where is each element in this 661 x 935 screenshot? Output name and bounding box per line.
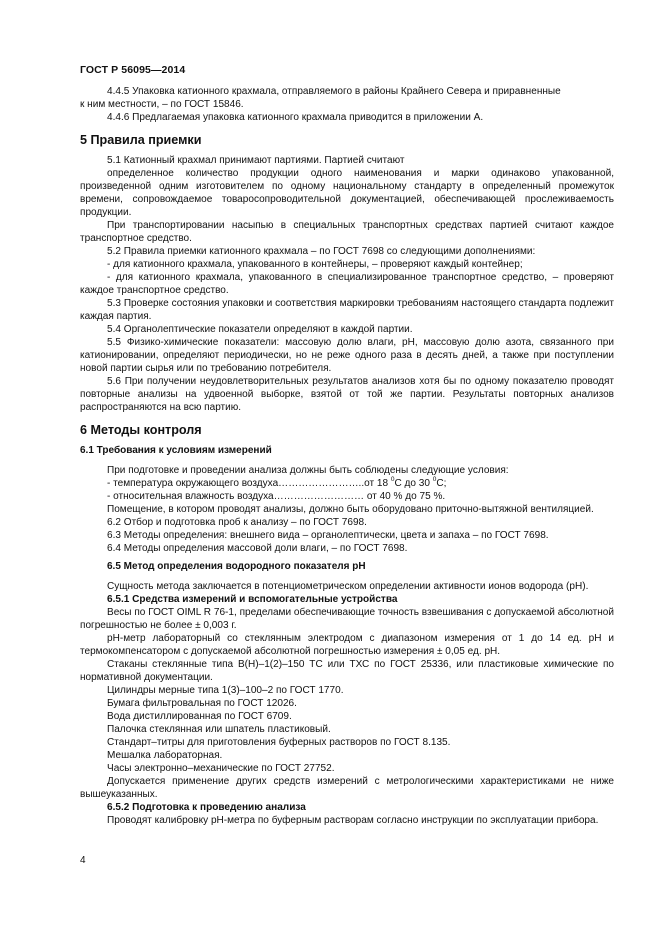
clause-5-1-definition: определенное количество продукции одного наименования и марки одинаково упакованной, произведенной одним изготовителем по одному национальному стандарту в определенный промежуток времени, сопровождаемое товаросопроводительной документацией, обеспечивающей прослеживаемость продукции. [80,168,614,218]
clause-6-1-conditions: При подготовке и проведении анализа должны быть соблюдены следующие условия: [107,465,509,476]
clause-6-1-temperature: - температура окружающего воздуха……………………..от 18 $^0$С до 30 $^0$С; [107,476,447,489]
clause-6-1-humidity: - относительная влажность воздуха……………………… от 40 % до 75 %. [107,491,446,502]
clause-6-5-2-heading: 6.5.2 Подготовка к проведению анализа [107,802,306,813]
clause-4-4-5-line2: к ним местности, – по ГОСТ 15846. [80,99,244,110]
clause-5-2: 5.2 Правила приемки катионного крахмала – по ГОСТ 7698 со следующими дополнениями: [107,246,536,257]
clause-5-2-vehicles: - для катионного крахмала, упакованного в специализированное транспортное средство, – проверяют каждое транспортное средство. [80,272,614,296]
clause-6-5-1-heading: 6.5.1 Средства измерений и вспомогательные устройства [107,594,398,605]
clause-5-4: 5.4 Органолептические показатели определяют в каждой партии. [107,324,413,335]
item-ph-meter: рН-метр лабораторный со стеклянным электродом с диапазоном измерения от 1 до 14 ед. рН и термокомпенсатором с допускаемой абсолютной погрешностью измерения ± 0,05 ед. рН. [80,633,614,657]
item-glass-rod: Палочка стеклянная или шпатель пластиковый. [107,724,331,735]
clause-4-4-5-line1: 4.4.5 Упаковка катионного крахмала, отправляемого в районы Крайнего Севера и приравненные [107,86,561,97]
item-clock: Часы электронно–механические по ГОСТ 27752. [107,763,335,774]
item-scales: Весы по ГОСТ OIML R 76-1, пределами обеспечивающие точность взвешивания с допускаемой абсолютной погрешностью не более ± 0,003 г. [80,607,614,631]
clause-5-1-intro: 5.1 Катионный крахмал принимают партиями. Партией считают [107,155,405,166]
clause-6-5-essence: Сущность метода заключается в потенциометрическом определении активности ионов водорода (рН). [107,581,589,592]
item-alternatives: Допускается применение других средств измерений с метрологическими характеристиками не ниже вышеуказанных. [80,776,614,800]
item-distilled-water: Вода дистиллированная по ГОСТ 6709. [107,711,292,722]
clause-6-5-heading: 6.5 Метод определения водородного показателя рН [107,561,366,572]
clause-6-5-2-calibration: Проводят калибровку рН-метра по буферным растворам согласно инструкции по эксплуатации прибора. [107,815,599,826]
section-5-heading: 5 Правила приемки [80,133,202,147]
page-number: 4 [80,855,86,866]
clause-5-1-bulk: При транспортировании насыпью в специальных транспортных средствах партией считают каждое транспортное средство. [80,220,614,244]
clause-6-3: 6.3 Методы определения: внешнего вида – органолептически, цвета и запаха – по ГОСТ 7698. [107,530,549,541]
clause-5-5: 5.5 Физико-химические показатели: массовую долю влаги, рН, массовую долю азота, связанного при катионировании, определяют периодически, но не реже одного раза в десять дней, а также при поступлении новой партии сырья или по требованию потребителя. [80,337,614,374]
clause-5-3: 5.3 Проверке состояния упаковки и соответствия маркировки требованиям настоящего стандарта подлежит каждая партия. [80,298,614,322]
clause-5-6: 5.6 При получении неудовлетворительных результатов анализов хотя бы по одному показателю проводят повторные анализы на удвоенной выборке, взятой от той же партии. Результаты повторных анализов распространяются на всю партию. [80,376,614,413]
clause-5-2-containers: - для катионного крахмала, упакованного в контейнеры, – проверяют каждый контейнер; [107,259,523,270]
clause-6-2: 6.2 Отбор и подготовка проб к анализу – по ГОСТ 7698. [107,517,367,528]
clause-6-1-heading: 6.1 Требования к условиям измерений [80,445,272,456]
item-filter-paper: Бумага фильтровальная по ГОСТ 12026. [107,698,297,709]
item-stirrer: Мешалка лабораторная. [107,750,223,761]
clause-4-4-6: 4.4.6 Предлагаемая упаковка катионного крахмала приводится в приложении А. [107,112,484,123]
clause-6-4: 6.4 Методы определения массовой доли влаги, – по ГОСТ 7698. [107,543,408,554]
document-body [80,85,614,827]
item-standard-titres: Стандарт–титры для приготовления буферных растворов по ГОСТ 8.135. [107,737,451,748]
item-cylinders: Цилиндры мерные типа 1(3)–100–2 по ГОСТ 1770. [107,685,344,696]
document-header: ГОСТ Р 56095—2014 [80,64,186,76]
section-6-heading: 6 Методы контроля [80,423,202,437]
clause-6-1-ventilation: Помещение, в котором проводят анализы, должно быть оборудовано приточно-вытяжной вентиляцией. [107,504,594,515]
item-beakers: Стаканы стеклянные типа В(Н)–1(2)–150 ТС или ТХС по ГОСТ 25336, или пластиковые химические по нормативной документации. [80,659,614,683]
